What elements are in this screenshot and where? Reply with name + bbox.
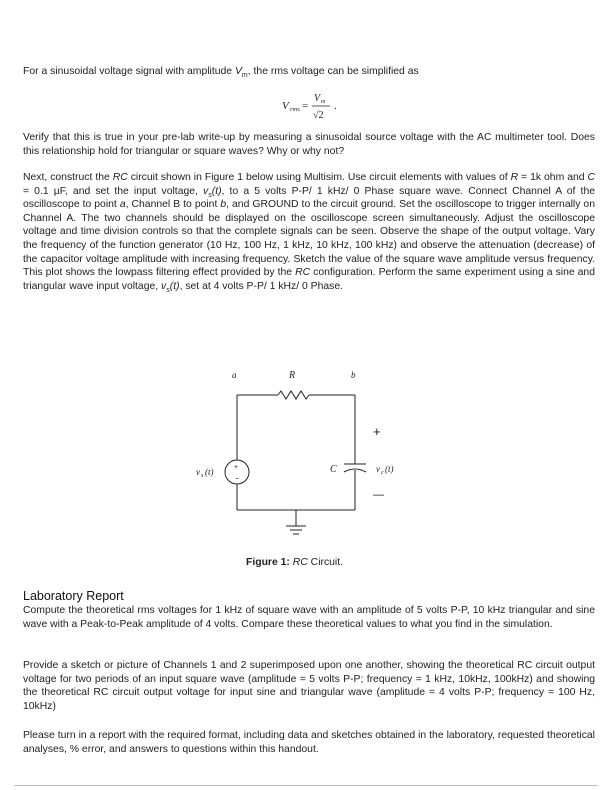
rms-formula [268,88,378,122]
intro-var: V [234,66,242,77]
proc-vs-sub: s [166,286,170,294]
formula-denominator: √2 [313,110,324,121]
report-paragraph-3: Please turn in a report with the required format, including data and sketches obtained in the laboratory, requested theoretical analyses, % error, and answers to questions within this handout. [23,730,595,755]
procedure-paragraph [23,171,595,293]
intro-paragraph [23,65,591,79]
proc-vs-t: (t) [169,280,180,292]
caption-label: Figure 1: [246,557,290,568]
proc-text: configuration. Perform the same experiment using a sine and triangular wave input voltage, [23,267,595,292]
report-paragraph-1: Compute the theoretical rms voltages for 1 kHz of square wave with an amplitude of 5 volts P-P, 10 kHz triangular and sine wave with a Peak-to-Peak amplitude of 4 volts. Compare these theoretical values to what you find in the simulation. [23,605,595,630]
resistor-label: R [289,370,296,381]
intro-text: For a sinusoidal voltage signal with amplitude [23,66,235,77]
proc-text: = 0.1 µF, and set the input voltage, [23,185,204,197]
caption-text: Circuit. [307,557,344,568]
formula-period: . [334,100,337,112]
output-label: v [376,464,380,474]
caption-rc: RC [292,557,308,568]
rc-circuit-diagram [160,360,460,555]
formula-numerator-sub: m [321,99,326,105]
page-bottom-rule [14,785,598,786]
source-label: v [196,467,200,477]
output-label-sub: c [381,470,384,476]
proc-a-var: a [119,199,126,211]
intro-text-end: , the rms voltage can be simplified as [247,66,419,77]
proc-r-var: R [510,172,519,183]
report-paragraph-2: Provide a sketch or picture of Channels 1 and 2 superimposed upon one another, showing the theoretical RC circuit output voltage for two periods of an input square wave (amplitude = 5 volts P-P; frequency = 1 kHz, 10kHz, 100kHz) and showing the theoretical RC circuit output voltage for input sine and triangular wave (amplitude = 4 volts P-P; frequency = 100 Hz, 10kHz) [23,660,595,712]
source-minus: − [235,476,240,483]
proc-text: , set at 4 volts P-P/ 1 kHz/ 0 Phase. [179,280,343,292]
output-label-t: (t) [385,464,394,474]
proc-b-var: b [220,199,227,211]
report-heading: Laboratory Report [23,589,124,603]
proc-vs-sub: s [208,191,212,199]
formula-equals: = [302,100,309,112]
intro-var-sub: m [241,72,248,80]
proc-vs-t: (t) [211,185,222,197]
output-plus: + [373,424,381,439]
proc-c-var: C [587,172,596,183]
proc-text: , to a 5 volts P-P/ 1 kHz/ 0 Phase square wave. Connect Channel A of the oscilloscope to point [23,185,595,211]
proc-text: circuit shown in Figure 1 below using Multisim. Use circuit elements with values of [127,172,511,183]
node-a-label: a [232,370,237,380]
proc-vs: v [203,185,209,197]
source-plus: + [234,464,239,471]
formula-lhs: V [282,100,289,112]
capacitor-label: C [330,464,337,475]
proc-rc: RC [112,172,128,183]
proc-vs: v [161,280,167,292]
proc-text: , Channel B to point [125,199,221,211]
node-b-label: b [351,370,356,380]
source-label-sub: s [201,473,204,479]
formula-lhs-sub: rms [290,106,300,113]
proc-rc: RC [295,267,311,279]
resistor-symbol [278,391,309,399]
output-minus: — [373,489,384,501]
source-label-t: (t) [205,467,214,477]
proc-text: , and GROUND to the circuit ground. Set the oscilloscope to trigger internally on Channel A. The two channels should be displayed on the oscilloscope screen simultaneously. Adjust the oscilloscope voltage and time division controls so that the complete signals can be seen. Observe the shape of the output voltage. Vary the frequency of the function generator (10 Hz, 100 Hz, 1 kHz, 10 kHz, 100 kHz) and observe the attenuation (decrease) of the capacitor voltage amplitude with increasing frequency. Sketch the value of the square wave amplitude versus frequency. This plot shows the lowpass filtering effect provided by the [23,199,595,279]
verify-paragraph: Verify that this is true in your pre-lab write-up by measuring a sinusoidal source voltage with the AC multimeter tool. Does this relationship hold for triangular or square waves? Why or why not? [23,132,595,157]
formula-numerator: V [314,93,321,104]
proc-text: = 1k ohm and [518,172,588,183]
proc-text: Next, construct the [23,172,113,183]
figure-caption [246,557,343,568]
